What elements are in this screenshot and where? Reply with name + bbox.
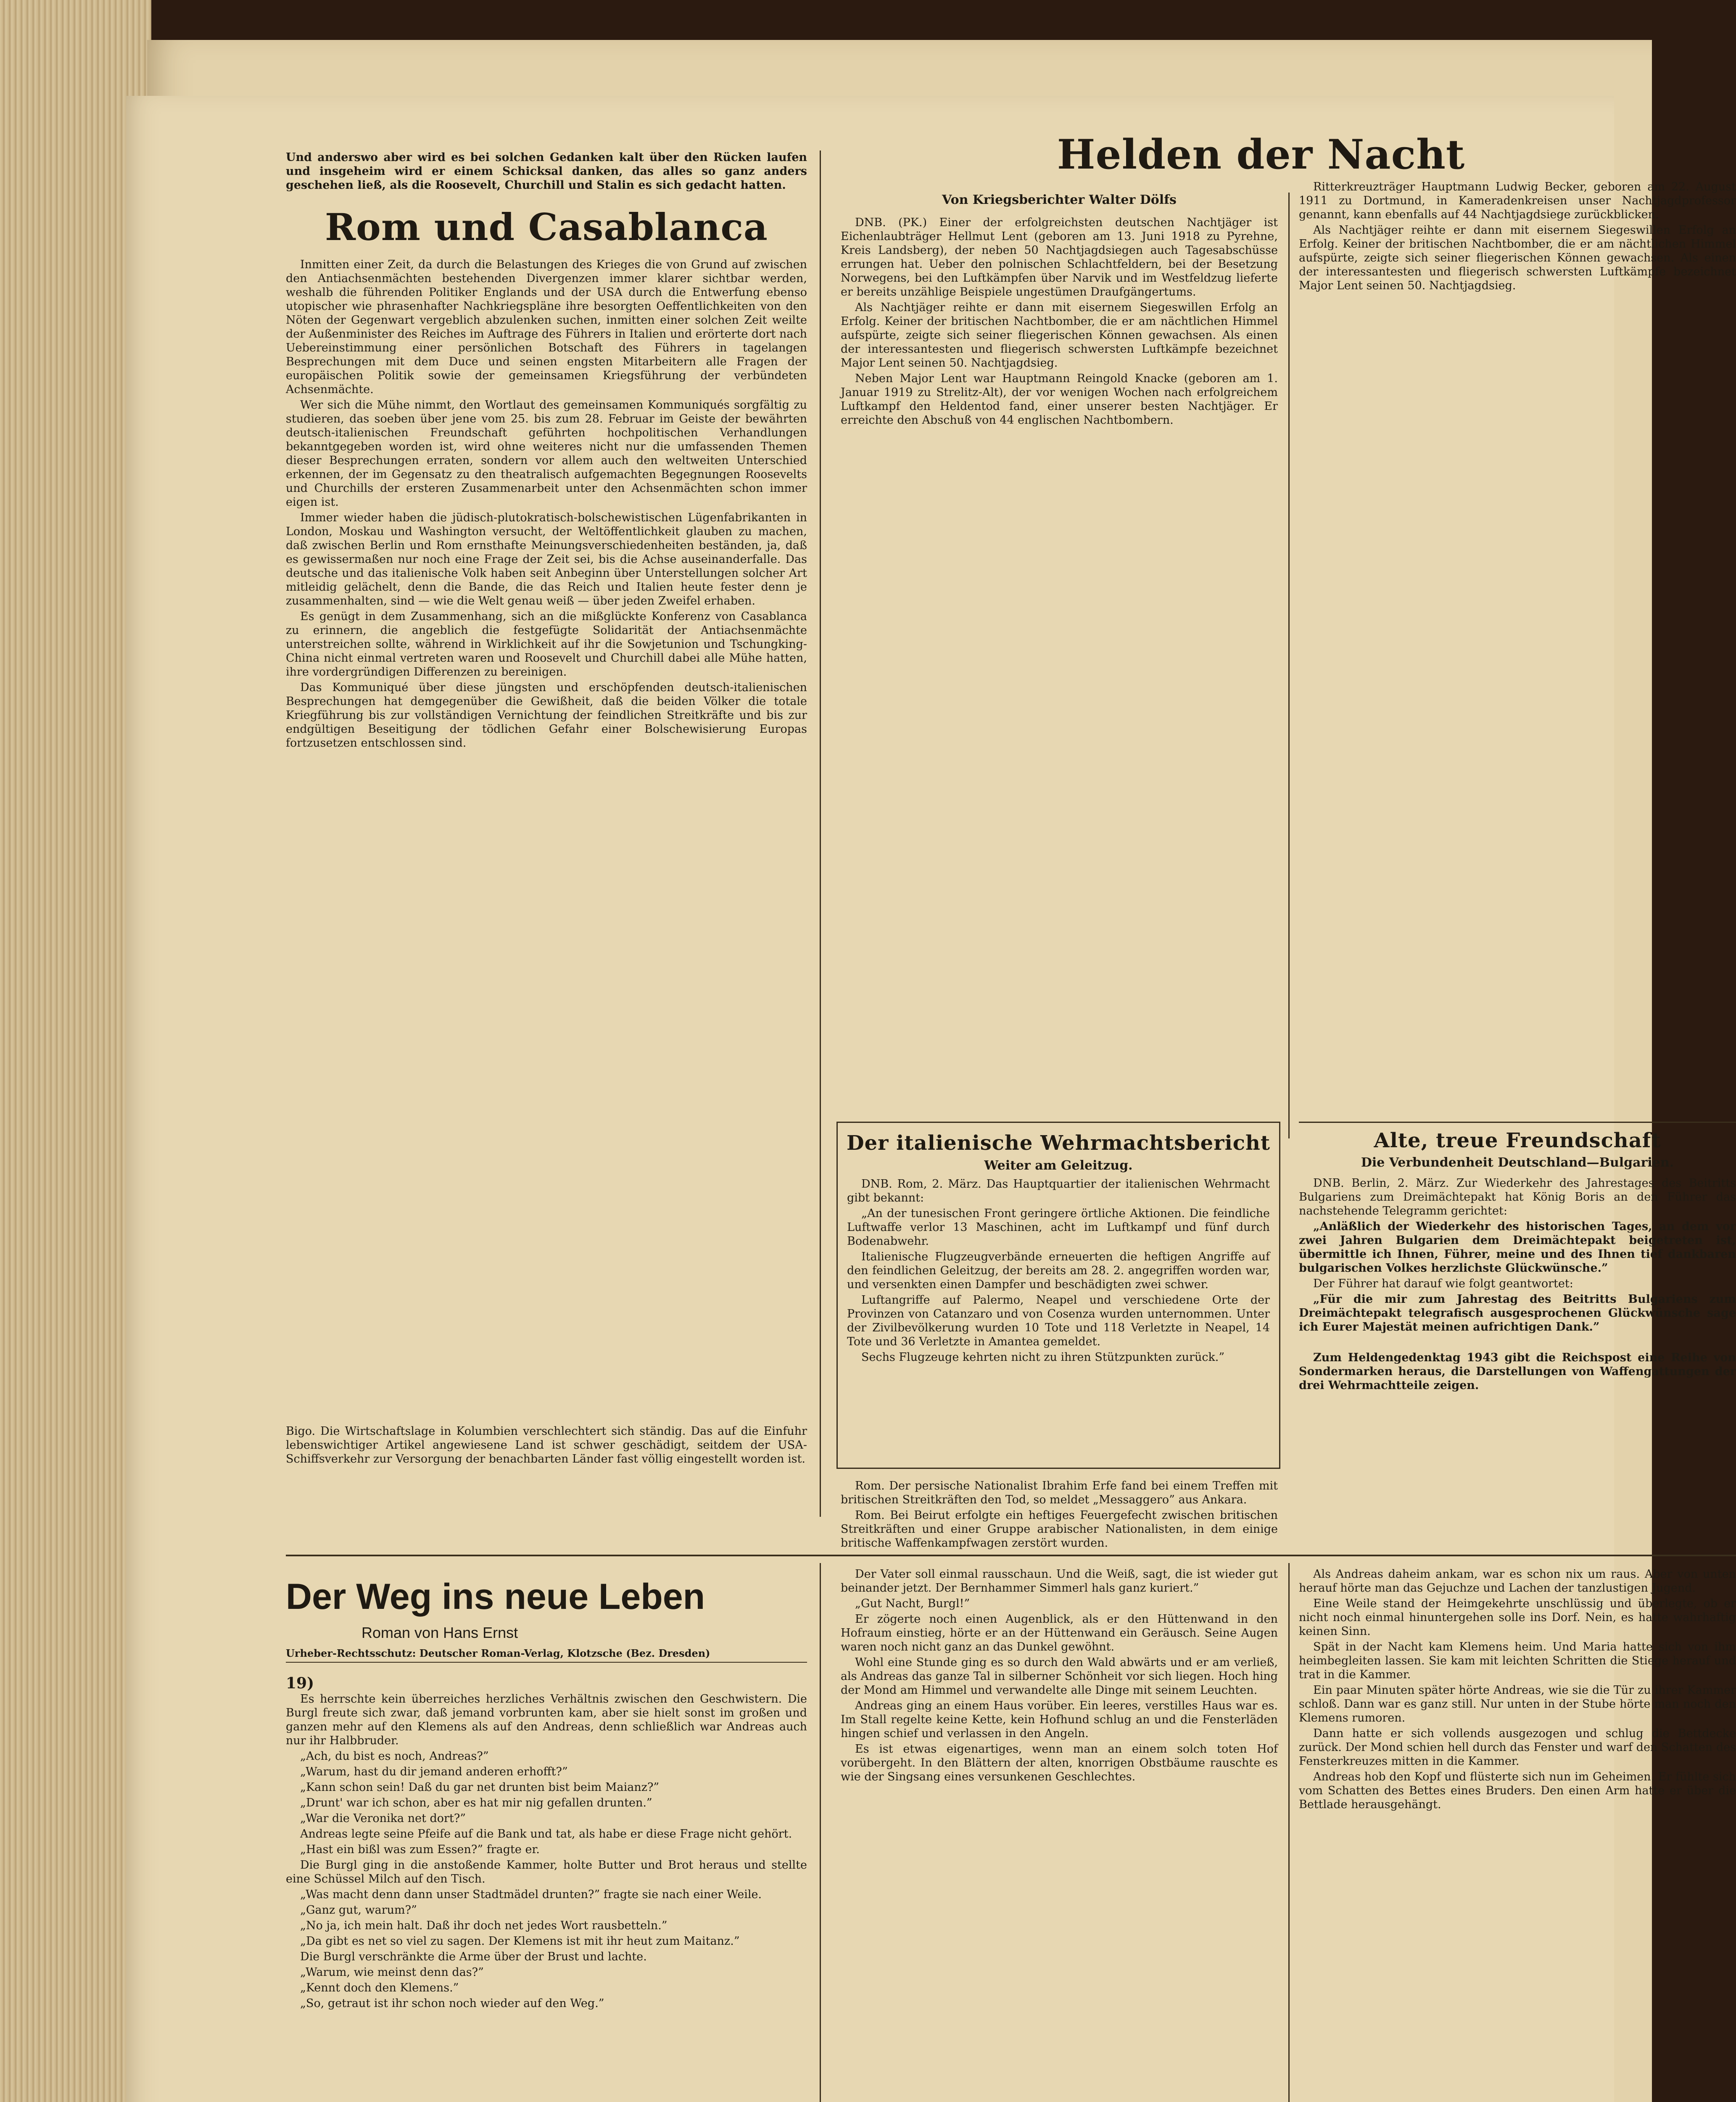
roman-paragraph: Ein paar Minuten später hörte Andreas, wie sie die Tür zu ihrer Kammer schloß. Dann war es ganz still. Nur unten in der Stube hörte man noch den Klemens rumoren. (1299, 1684, 1736, 1724)
roman-paragraph: „Was macht denn dann unser Stadtmädel drunten?” fragte sie nach einer Weile. (300, 1888, 762, 1901)
roman-column-1 (286, 1674, 807, 2102)
article-paragraph: Es genügt in dem Zusammenhang, sich an die mißglückte Konferenz von Casablanca zu erinnern, die angeblich die festgefügte Solidarität der Antiachsenmächte unterstreichen sollte, während in Wirklichkeit auf ihr die Sowjetunion und Tschungking-China nicht einmal vertreten waren und Roosevelt und Churchill dabei alle Mühe hatten, ihre vordergründigen Differenzen zu bereinigen. (286, 610, 807, 679)
column-rule (1288, 193, 1290, 1138)
roman-paragraph: Wohl eine Stunde ging es so durch den Wald abwärts und er am verließ, als Andreas das ganze Tal in silberner Schönheit vor sich liegen. Hoch hing der Mond am Himmel und verwandelte alle Dinge mit seinem Leuchten. (841, 1656, 1278, 1697)
column-helden-b (1299, 180, 1736, 1126)
freundschaft-subtitle: Die Verbundenheit Deutschland—Bulgarien. (1361, 1155, 1674, 1170)
rome-notes (841, 1479, 1278, 1550)
roman-paragraph: „No ja, ich mein halt. Daß ihr doch net jedes Wort rausbetteln.” (300, 1919, 667, 1932)
helden-title: Helden der Nacht (1057, 131, 1465, 178)
freundschaft-title: Alte, treue Freundschaft (1374, 1129, 1661, 1152)
article-paragraph: Italienische Flugzeugverbände erneuerten die heftigen Angriffe auf den feindlichen Geleitzug, der bereits am 28. 2. angegriffen worden war, und versenkten einen Dampfer und beschädigten zwei schwer. (847, 1250, 1270, 1291)
article-paragraph: Neben Major Lent war Hauptmann Reingold Knacke (geboren am 1. Januar 1919 zu Strelitz-Alt), der vor wenigen Wochen nach erfolgreichem Luftkampf den Heldentod fand, einer unserer besten Nachtjäger. Er erreichte den Abschuß von 44 englischen Nachtbombern. (841, 372, 1278, 427)
roman-paragraph: „So, getraut ist ihr schon noch wieder auf den Weg.” (300, 1997, 604, 2010)
roman-paragraph: Es herrschte kein überreiches herzliches Verhältnis zwischen den Geschwistern. Die Burgl freute sich zwar, daß jemand vorbrunten kam, aber sie hielt sonst im großen und ganzen mehr auf den Klemens als auf den Andreas, denn schließlich war Andreas auch nur ihr Halbbruder. (286, 1693, 807, 1747)
roman-paragraph: Er zögerte noch einen Augenblick, als er den Hüttenwand in den Hofraum einstieg, hörte er an der Hüttenwand ein Geräusch. Seine Augen waren noch nicht ganz an das Dunkel gewöhnt. (841, 1613, 1278, 1653)
notice-heldengedenktag: Zum Heldengedenktag 1943 gibt die Reichspost eine Reihe von Sondermarken heraus, die Darstellungen von Waffengattungen der drei Wehrmachtteile zeigen. (1299, 1351, 1736, 1392)
helden-byline: Von Kriegsberichter Walter Dölfs (942, 193, 1177, 207)
intro-paragraph: Und anderswo aber wird es bei solchen Gedanken kalt über den Rücken laufen und insgeheim wird er einem Schicksal danken, das alles so ganz anders geschehen ließ, als die Roosevelt, Churchill und Stalin es sich gedacht hatten. (286, 151, 807, 192)
roman-paragraph: „Warum, wie meinst denn das?” (300, 1966, 484, 1979)
article-paragraph: Als Nachtjäger reihte er dann mit eisernem Siegeswillen Erfolg an Erfolg. Keiner der britischen Nachtbomber, die er am nächtlichen Himmel aufspürte, zeigte sich seiner fliegerischen Können gewachsen. Als einen der interessantesten und fliegerisch schwersten Luftkämpfe bezeichnet Major Lent seinen 50. Nachtjagdsieg. (841, 301, 1278, 370)
article-paragraph: Ritterkreuzträger Hauptmann Ludwig Becker, geboren am 22. August 1911 zu Dortmund, in Kameradenkreisen unser Nachtjagdprofessor genannt, kann ebenfalls auf 44 Nachtjagdsiege zurückblicken. (1299, 180, 1736, 221)
italian-report-body (838, 1177, 1279, 1364)
roman-paragraph: „Kennt doch den Klemens.” (300, 1981, 459, 1994)
column-rule (820, 151, 821, 1517)
roman-paragraph: „Da gibt es net so viel zu sagen. Der Klemens ist mit ihr heut zum Maitanz.” (300, 1935, 740, 1948)
news-item: Rom. Bei Beirut erfolgte ein heftiges Feuergefecht zwischen britischen Streitkräften und einer Gruppe arabischer Nationalisten, in dem einige britische Waffenkampfwagen zerstört wurden. (841, 1509, 1278, 1550)
news-item: Bigo. Die Wirtschaftslage in Kolumbien verschlechtert sich ständig. Das auf die Einfuhr lebenswichtiger Artikel angewiesene Land ist schwer geschädigt, seitdem der USA-Schiffsverkehr zur Versorgung der benachbarten Länder fast völlig eingestellt worden ist. (286, 1425, 807, 1466)
article-paragraph: „Anläßlich der Wiederkehr des historischen Tages, an dem vor zwei Jahren Bulgarien dem Dreimächtepakt beigetreten ist, übermittle ich Ihnen, Führer, meine und des Ihnen tief dankbaren bulgarischen Volkes herzlichste Glückwünsche.” (1299, 1220, 1736, 1275)
article-paragraph: „An der tunesischen Front geringere örtliche Aktionen. Die feindliche Luftwaffe verlor 13 Maschinen, acht im Luftkampf und fünf durch Bodenabwehr. (847, 1207, 1270, 1248)
article-paragraph: Das Kommuniqué über diese jüngsten und erschöpfenden deutsch-italienischen Besprechungen hat demgegenüber die Gewißheit, daß die beiden Völker die totale Kriegführung bis zur vollständigen Vernichtung der feindlichen Streitkräfte und bis zur endgültigen Beseitigung der tödlichen Gefahr einer Bolschewisierung Europas fortzusetzen entschlossen sind. (286, 681, 807, 750)
article-paragraph: Der Führer hat darauf wie folgt geantwortet: (1313, 1277, 1573, 1290)
article-paragraph: DNB. Rom, 2. März. Das Hauptquartier der italienischen Wehrmacht gibt bekannt: (847, 1178, 1270, 1204)
article-paragraph: Luftangriffe auf Palermo, Neapel und verschiedene Orte der Provinzen von Catanzaro und von Cosenza wurden unternommen. Unter der Zivilbevölkerung wurden 10 Tote und 118 Verletzte in Neapel, 14 Tote und 36 Verletzte in Amantea gemeldet. (847, 1294, 1270, 1348)
column-helden-a (841, 216, 1278, 1077)
italian-report-title: Der italienische Wehrmachtsbericht (846, 1131, 1271, 1155)
roman-paragraph: Es ist etwas eigenartiges, wenn man an einem solch toten Hof vorübergeht. In den Blättern der alten, knorrigen Obstbäume rauschte es wie der Singsang eines versunkenen Geschlechtes. (841, 1743, 1278, 1783)
article-paragraph: Inmitten einer Zeit, da durch die Belastungen des Krieges die von Grund auf zwischen den Antiachsenmächten bestehenden Divergenzen immer klarer sichtbar werden, weshalb die führenden Politiker Englands und der USA durch die Entwerfung ebenso utopischer wie phrasenhafter Nachkriegspläne ihre besorgten Oeffentlichkeiten von den Nöten der Gegenwart vergeblich abzulenken suchen, inmitten einer solchen Zeit weilte der Außenminister des Reiches im Auftrage des Führers in Italien und erörterte dort nach Uebereinstimmung einer persönlichen Botschaft des Führers in tagelangen Besprechungen mit dem Duce und seinen engsten Mitarbeitern alle Fragen der europäischen Politik sowie der gemeinsamen Kriegsführung der verbündeten Achsenmächte. (286, 258, 807, 396)
roman-paragraph: „Gut Nacht, Burgl!” (855, 1597, 970, 1610)
roman-column-3 (1299, 1567, 1736, 2102)
roman-paragraph: Die Burgl verschränkte die Arme über der Brust und lachte. (300, 1950, 647, 1963)
section-rule (1299, 1122, 1736, 1123)
roman-paragraph: Als Andreas daheim ankam, war es schon nix um raus. Aber von unten herauf hörte man das Gejuchze und Lachen der tanzlustigen Jugend. (1299, 1568, 1736, 1595)
article-paragraph: Wer sich die Mühe nimmt, den Wortlaut des gemeinsamen Kommuniqués sorgfältig zu studieren, das soeben über jene vom 25. bis zum 28. Februar im Geiste der bewährten deutsch-italienischen Freundschaft geführten hochpolitischen Verhandlungen bekanntgegeben worden ist, wird ohne weiteres nicht nur die umfassenden Themen dieser Besprechungen erraten, sondern vor allem auch den weltweiten Unterschied erkennen, der im Gegensatz zu den theatralisch aufgemachten Begegnungen Roosevelts und Churchills der ersteren Zusammenarbeit unter den Achsenmächten schon immer eigen ist. (286, 399, 807, 509)
roman-paragraph: Eine Weile stand der Heimgekehrte unschlüssig und überlegte, ob er nicht noch einmal hinuntergehen solle ins Dorf. Nein, es hatte wahrhaftig keinen Sinn. (1299, 1597, 1736, 1638)
article-paragraph: Als Nachtjäger reihte er dann mit eisernem Siegeswillen Erfolg an Erfolg. Keiner der britischen Nachtbomber, die er am nächtlichen Himmel aufspürte, zeigte sich seiner fliegerischen Können gewachsen. Als einen der interessantesten und fliegerisch schwersten Luftkämpfe bezeichnet Major Lent seinen 50. Nachtjagdsieg. (1299, 224, 1736, 292)
roman-paragraph: „Ach, du bist es noch, Andreas?” (300, 1750, 489, 1763)
roman-paragraph: „Ganz gut, warum?” (300, 1904, 417, 1917)
news-kolumbien (286, 1424, 807, 1504)
article-paragraph: DNB. (PK.) Einer der erfolgreichsten deutschen Nachtjäger ist Eichenlaubträger Hellmut Lent (geboren am 13. Juni 1918 zu Pyrehne, Kreis Landsberg), der neben 50 Nachtjagdsiegen auch Tagesabschüsse errungen hat. Ueber den polnischen Schlachtfeldern, bei der Besetzung Norwegens, bei den Luftkämpfen über Narvik und im Westfeldzug lieferte er bereits unzählige Beispiele ungestümen Draufgängertums. (841, 216, 1278, 298)
roman-paragraph: Die Burgl ging in die anstoßende Kammer, holte Butter und Brot heraus und stellte eine Schüssel Milch auf den Tisch. (286, 1859, 807, 1885)
roman-paragraph: Andreas legte seine Pfeife auf die Bank und tat, als habe er diese Frage nicht gehört. (300, 1827, 792, 1841)
roman-paragraph: „Hast ein bißl was zum Essen?” fragte er. (300, 1843, 540, 1856)
page-divider (286, 1555, 1736, 1556)
roman-paragraph: Andreas hob den Kopf und flüsterte sich nun im Geheimen. Er fühlte sich vom Schatten des Bettes eines Bruders. Den einen Arm hatte er über die Bettlade herausgehängt. (1299, 1770, 1736, 1811)
rom-casablanca-title: Rom und Casablanca (325, 205, 768, 249)
newspaper-page (126, 96, 1736, 2102)
italian-report-box (836, 1122, 1280, 1469)
article-paragraph: Immer wieder haben die jüdisch-plutokratisch-bolschewistischen Lügenfabrikanten in London, Moskau und Washington versucht, der Weltöffentlichkeit glauben zu machen, daß zwischen Berlin und Rom ernsthafte Meinungsverschiedenheiten beständen, ja, daß es gewissermaßen nur noch eine Frage der Zeit sei, bis die Achse auseinanderfalle. Das deutsche und das italienische Volk haben seit Anbeginn über Unterstellungen solcher Art mitleidig gelächelt, denn die Bande, die das Reich und Italien heute fester denn je zusammenhalten, sind — wie die Welt genau weiß — über jeden Zweifel erhaben. (286, 511, 807, 607)
roman-paragraph: „Kann schon sein! Daß du gar net drunten bist beim Maianz?” (300, 1781, 660, 1794)
italian-report-subtitle: Weiter am Geleitzug. (984, 1158, 1133, 1173)
column-rule (820, 1563, 821, 2102)
roman-paragraph: „Warum, hast du dir jemand anderen erhofft?” (300, 1765, 568, 1778)
column-freundschaft (1299, 1176, 1736, 1546)
article-paragraph: Sechs Flugzeuge kehrten nicht zu ihren Stützpunkten zurück.” (861, 1351, 1225, 1364)
roman-rights: Urheber-Rechtsschutz: Deutscher Roman-Verlag, Klotzsche (Bez. Dresden) (286, 1647, 807, 1663)
roman-paragraph: Der Vater soll einmal rausschaun. Und die Weiß, sagt, die ist wieder gut beinander jetzt. Der Bernhammer Simmerl hals ganz kuriert.” (841, 1568, 1278, 1595)
column-left (286, 151, 807, 1302)
column-rule (1288, 1563, 1290, 2102)
article-paragraph: DNB. Berlin, 2. März. Zur Wiederkehr des Jahrestages des Beitritts Bulgariens zum Dreimächtepakt hat König Boris an den Führer das nachstehende Telegramm gerichtet: (1299, 1177, 1736, 1217)
news-item: Rom. Der persische Nationalist Ibrahim Erfe fand bei einem Treffen mit britischen Streitkräften den Tod, so meldet „Messaggero” aus Ankara. (841, 1479, 1278, 1506)
roman-paragraph: Spät in der Nacht kam Klemens heim. Und Maria hatte sich von ihm heimbegleiten lassen. Sie kam mit leichten Schritten die Stiege herauf und trat in die Kammer. (1299, 1640, 1736, 1681)
roman-paragraph: Andreas ging an einem Haus vorüber. Ein leeres, verstilles Haus war es. Im Stall regelte keine Kette, kein Hofhund schlug an und die Fensterläden hingen schief und verlassen in den Angeln. (841, 1699, 1278, 1740)
roman-author: Roman von Hans Ernst (361, 1624, 518, 1641)
roman-paragraph: „War die Veronika net dort?” (300, 1812, 466, 1825)
roman-paragraph: Dann hatte er sich vollends ausgezogen und schlug die Bettdecke zurück. Der Mond schien hell durch das Fenster und warf den Schatten des Fensterkreuzes mitten in die Kammer. (1299, 1727, 1736, 1768)
article-paragraph: „Für die mir zum Jahrestag des Beitritts Bulgariens zum Dreimächtepakt telegrafisch ausgesprochenen Glückwünsche sage ich Eurer Majestät meinen aufrichtigen Dank.” (1299, 1293, 1736, 1334)
chapter-number: 19) (286, 1674, 314, 1692)
roman-title: Der Weg ins neue Leben (286, 1576, 705, 1617)
roman-paragraph: „Drunt' war ich schon, aber es hat mir nig gefallen drunten.” (300, 1796, 652, 1809)
roman-column-2 (841, 1567, 1278, 2102)
